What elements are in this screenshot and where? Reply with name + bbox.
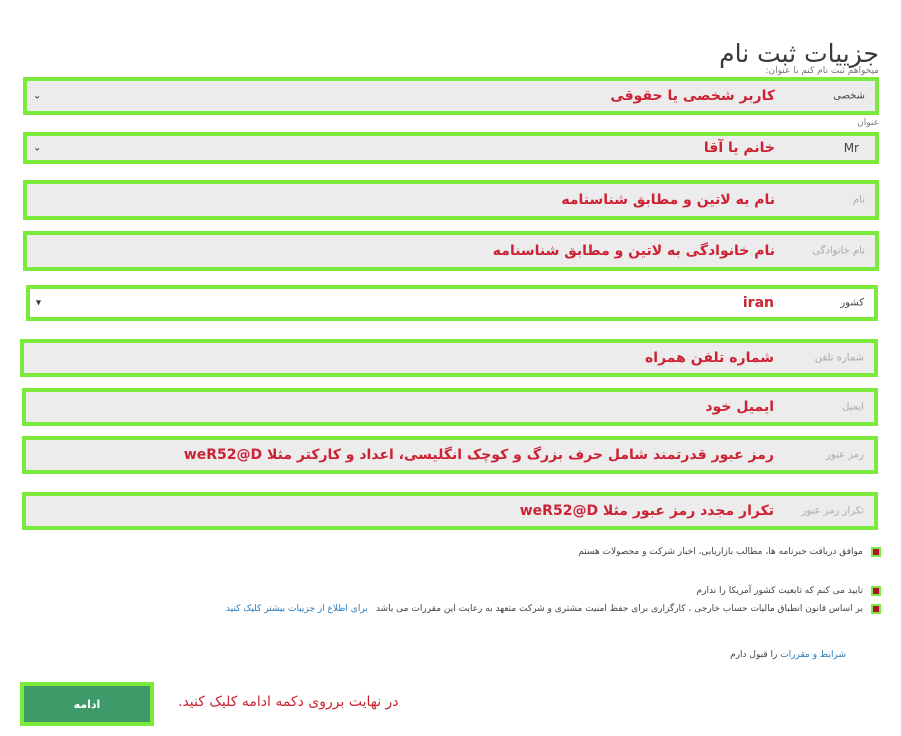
password-field[interactable] (22, 436, 878, 474)
phone-annotation: شماره تلفن همراه (645, 350, 774, 366)
us-citizen-row (697, 586, 881, 596)
terms-suffix: را قبول دارم (730, 650, 778, 660)
last-name-placeholder: نام خانوادگی (812, 245, 865, 257)
first-name-field[interactable] (23, 180, 879, 220)
phone-placeholder: شماره تلفن (814, 352, 864, 364)
newsletter-checkbox[interactable] (871, 547, 881, 557)
phone-field[interactable] (20, 339, 878, 377)
email-annotation: ایمیل خود (705, 399, 774, 415)
password-confirm-placeholder: تکرار رمز عبور (801, 505, 864, 517)
first-name-annotation: نام به لاتین و مطابق شناسنامه (561, 192, 775, 208)
fatca-checkbox[interactable] (871, 604, 881, 614)
us-citizen-text: تایید می کنم که تابعیت کشور آمریکا را ندارم (696, 586, 863, 596)
first-name-placeholder: نام (852, 194, 865, 206)
terms-row (730, 650, 846, 660)
account-type-select[interactable] (23, 77, 879, 115)
password-confirm-field[interactable] (22, 492, 878, 530)
newsletter-row (578, 547, 881, 557)
continue-button[interactable]: ادامه (20, 682, 154, 726)
country-select[interactable] (26, 285, 878, 321)
fatca-link[interactable]: برای اطلاع از جزییات بیشتر کلیک کنید (226, 604, 368, 614)
email-field[interactable] (22, 388, 878, 426)
terms-link[interactable]: شرایط و مقررات (780, 650, 846, 660)
newsletter-text: موافق دریافت خبرنامه ها، مطالب بازاریابی، اخبار شرکت و محصولات هستم (578, 547, 863, 557)
salutation-label: عنوان (857, 118, 879, 128)
chevron-down-icon: ⌄ (33, 142, 42, 154)
last-name-annotation: نام خانوادگی به لاتین و مطابق شناسنامه (492, 243, 775, 259)
password-confirm-annotation: تکرار مجدد رمز عبور مثلا weR52@D (519, 503, 774, 519)
salutation-annotation: خانم یا آقا (703, 140, 775, 156)
password-placeholder: رمز عبور (826, 449, 864, 461)
salutation-select[interactable] (23, 132, 879, 164)
account-type-label: میخواهم ثبت نام کنم با عنوان: (765, 66, 879, 76)
fatca-row (226, 604, 881, 614)
salutation-selected: Mr (843, 141, 859, 155)
password-annotation: رمز عبور قدرتمند شامل حرف بزرگ و کوچک انگلیسی، اعداد و کارکتر مثلا weR52@D (183, 447, 774, 463)
us-citizen-checkbox[interactable] (871, 586, 881, 596)
country-label: کشور (840, 297, 864, 309)
continue-hint: در نهایت برروی دکمه ادامه کلیک کنید. (178, 694, 399, 710)
page-title: جزییات ثبت نام (719, 38, 879, 68)
email-placeholder: ایمیل (842, 401, 864, 413)
account-type-selected: شخصی (833, 90, 865, 102)
account-type-annotation: کاربر شخصی یا حقوقی (610, 88, 775, 104)
caret-down-icon: ▾ (36, 297, 42, 309)
last-name-field[interactable] (23, 231, 879, 271)
country-value: iran (742, 295, 774, 311)
chevron-down-icon: ⌄ (33, 90, 42, 102)
fatca-text: بر اساس قانون انطباق مالیات حساب خارجی ، کارگزاری برای حفظ امنیت مشتری و شرکت متعهد به رعایت این مقررات می باشد (375, 604, 863, 614)
